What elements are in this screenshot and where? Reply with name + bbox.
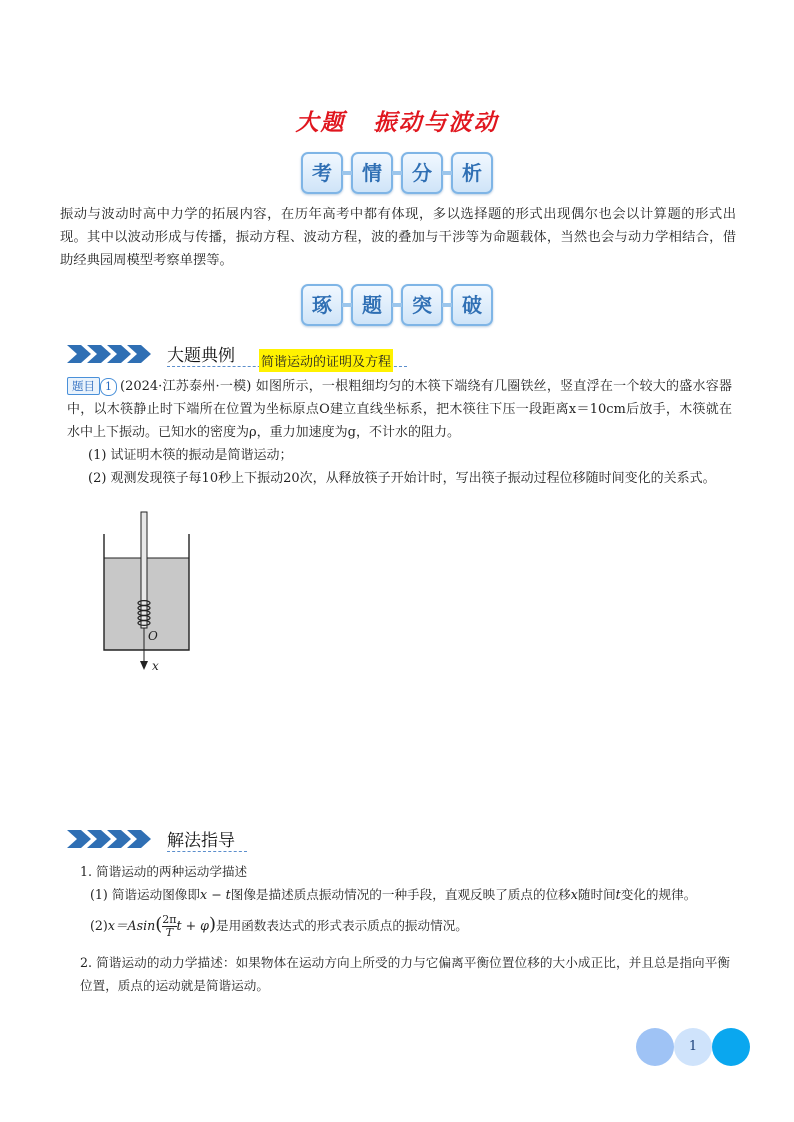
intro-paragraph: 振动与波动时高中力学的拓展内容，在历年高考中都有体现，多以选择题的形式出现偶尔也会以计算题的形式出现。其中以波动形成与传播，振动方程、波动方程，波的叠加与干涉等为命题载体，当然也会与动力学相结合，借助经典园周模型考察单摆等。: [60, 207, 736, 268]
badge-char: 题: [351, 284, 393, 326]
chopstick-figure: [95, 508, 205, 676]
badge-char: 突: [401, 284, 443, 326]
guide-item-1-title: 1. 简谐运动的两种运动学描述: [80, 864, 248, 879]
badge-char: 析: [451, 152, 493, 194]
badge-char: 琢: [301, 284, 343, 326]
question-stem: 如图所示，一根粗细均匀的木筷下端绕有几圈铁丝，竖直浮在一个较大的盛水容器中，以木筷静止时下端所在位置为坐标原点O建立直线坐标系，把木筷往下压一段距离x＝10cm后放手，木筷就在水中上下振动。已知水的密度为ρ，重力加速度为g，不计水的阻力。: [67, 379, 732, 440]
chevrons-icon: [67, 341, 163, 367]
section-header-examples: [67, 341, 407, 370]
section-header-guide: [67, 826, 247, 852]
question-part-2: (2) 观测发现筷子每10秒上下振动20次，从释放筷子开始计时，写出筷子振动过程位移随时间变化的关系式。: [88, 471, 716, 486]
page-title: 大题 振动与波动: [295, 109, 499, 136]
breakthrough-badges: [0, 284, 794, 326]
badge-char: 分: [401, 152, 443, 194]
section-title: 解法指导: [167, 831, 235, 851]
axis-label: x: [152, 659, 159, 673]
chevrons-icon: [67, 826, 163, 852]
question-block: [67, 375, 732, 490]
question-source: (2024·江苏泰州·一模): [120, 379, 252, 394]
page-number: 1: [688, 1039, 698, 1054]
analysis-badges: [0, 152, 794, 194]
badge-char: 破: [451, 284, 493, 326]
guide-block: [80, 860, 730, 997]
guide-item-1a: (1) 简谐运动图像即x − t图像是描述质点振动情况的一种手段，直观反映了质点的位移x随时间t变化的规律。: [90, 887, 697, 902]
section-title: 大题典例: [167, 346, 235, 366]
question-part-1: (1) 试证明木筷的振动是简谐运动；: [88, 448, 293, 463]
guide-item-2: 2. 简谐运动的动力学描述：如果物体在运动方向上所受的力与它偏离平衡位置位移的大小成正比，并且总是指向平衡位置，质点的运动就是简谐运动。: [80, 955, 730, 993]
axis-arrow-icon: [140, 661, 148, 670]
guide-item-1b: (2)x＝Asin( $\frac{2\pi}{T}$ t + φ)是用函数表达式的形式表示质点的振动情况。: [90, 913, 468, 939]
badge-char: 考: [301, 152, 343, 194]
question-number: 1: [100, 378, 117, 396]
question-tag: 题目: [67, 377, 100, 395]
origin-label: O: [148, 629, 158, 643]
topic-highlight: 简谐运动的证明及方程: [259, 349, 393, 372]
badge-char: 情: [351, 152, 393, 194]
